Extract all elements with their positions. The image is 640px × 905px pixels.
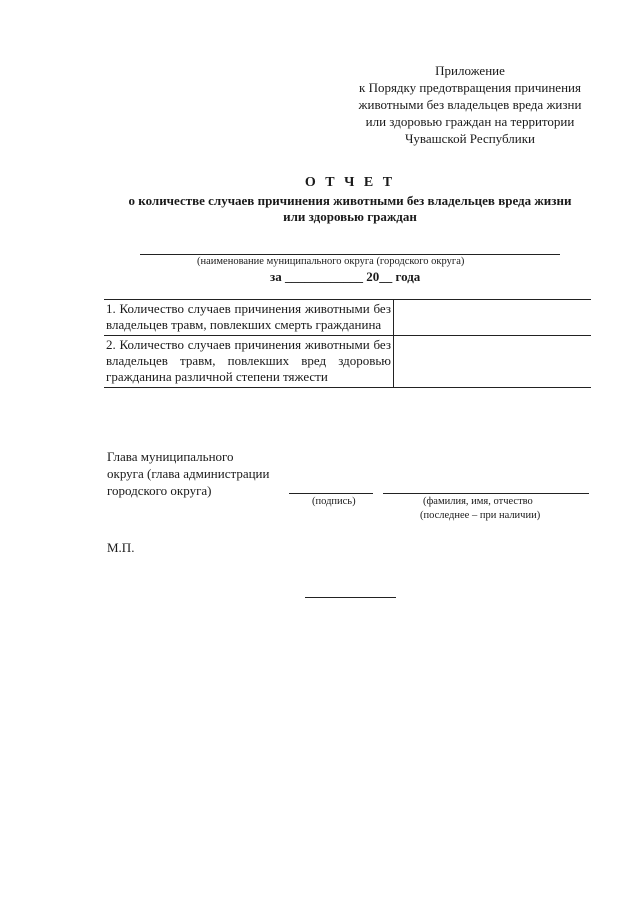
table-row <box>104 336 591 388</box>
table-row-value <box>394 336 592 388</box>
period-prefix: за <box>270 269 282 284</box>
closing-separator <box>305 597 396 598</box>
full-name-caption: (фамилия, имя, отчество <box>423 496 533 507</box>
signatory-line: Глава муниципального <box>107 449 234 464</box>
signature-line <box>289 493 373 494</box>
table-row-label: 2. Количество случаев причинения животными без владельцев травм, повлекших вред здоровью гражданина различной степени тяжести <box>104 336 394 388</box>
period-suffix: года <box>395 269 421 284</box>
full-name-caption-note: (последнее – при наличии) <box>420 510 541 521</box>
report-subtitle <box>100 193 600 225</box>
report-subtitle-line: или здоровью граждан <box>283 209 417 224</box>
report-period <box>270 269 420 285</box>
period-blank: ____________ <box>284 269 363 284</box>
stamp-place: М.П. <box>107 540 135 555</box>
signatory-line: округа (глава администрации <box>107 466 270 481</box>
appendix-line: или здоровью граждан на территории <box>365 114 575 129</box>
appendix-header <box>320 62 620 147</box>
full-name-line <box>383 493 589 494</box>
period-year: 20__ <box>366 269 393 284</box>
appendix-line: Чувашской Республики <box>404 131 536 146</box>
table-row-value <box>394 300 592 336</box>
signatory-title <box>107 448 269 499</box>
table-row <box>104 300 591 336</box>
appendix-line: Приложение <box>435 63 505 78</box>
report-table <box>104 299 591 388</box>
report-title: О Т Ч Е Т <box>304 175 396 190</box>
appendix-line: к Порядку предотвращения причинения <box>359 80 581 95</box>
signature-caption: (подпись) <box>312 496 356 507</box>
report-subtitle-line: о количестве случаев причинения животными без владельцев вреда жизни <box>128 193 572 208</box>
municipality-blank-line <box>140 254 560 255</box>
table-row-label: 1. Количество случаев причинения животными без владельцев травм, повлекших смерть гражданина <box>104 300 394 336</box>
appendix-line: животными без владельцев вреда жизни <box>358 97 582 112</box>
signatory-line: городского округа) <box>107 483 212 498</box>
municipality-caption: (наименование муниципального округа (городского округа) <box>197 256 465 267</box>
